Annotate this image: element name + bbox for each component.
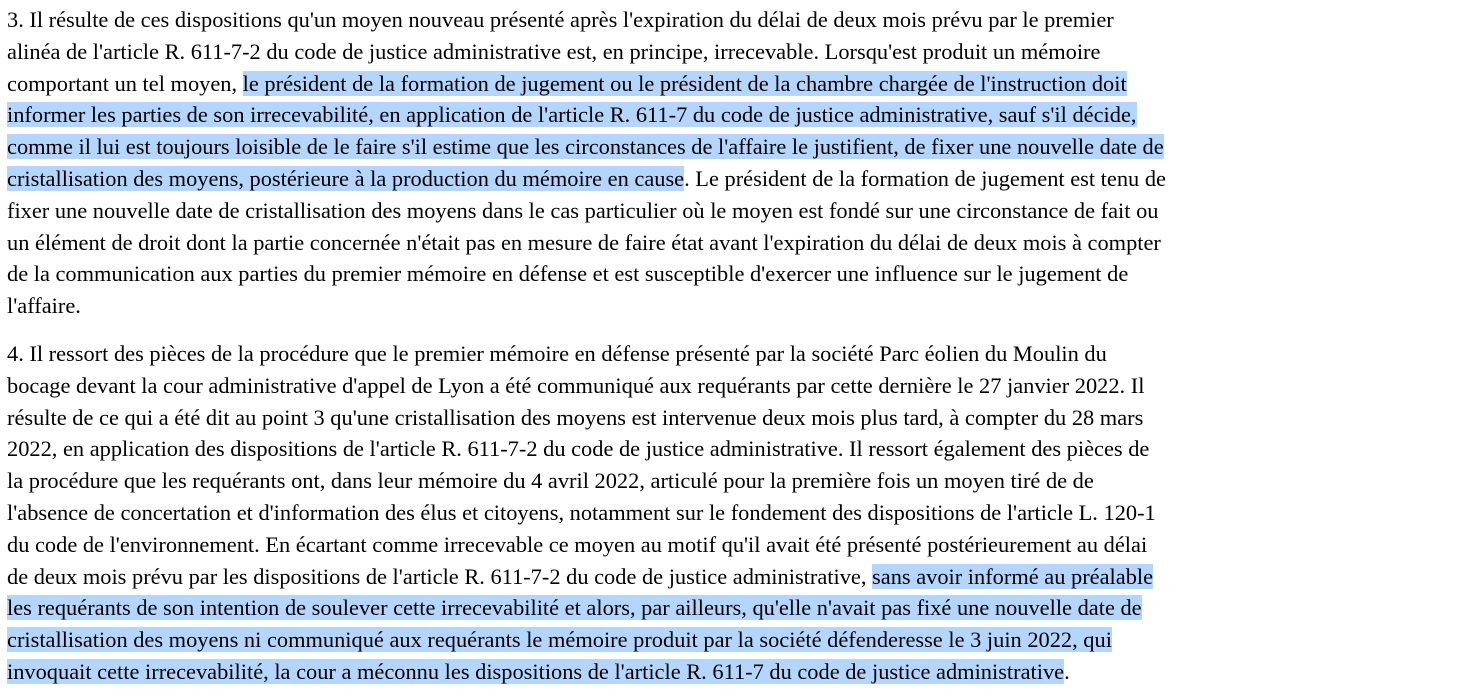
text-line (7, 497, 1465, 529)
body-text[interactable]: l'affaire. (7, 293, 81, 319)
body-text[interactable]: du code de l'environnement. En écartant comme irrecevable ce moyen au motif qu'il avait été présenté postérieurement au délai (7, 531, 1148, 557)
text-line (7, 163, 1465, 195)
text-line (7, 433, 1465, 465)
body-text[interactable]: 2022, en application des dispositions de l'article R. 611-7-2 du code de justice administrative. Il ressort également des pièces de (7, 436, 1150, 462)
text-line (7, 4, 1465, 36)
body-text[interactable]: un élément de droit dont la partie concernée n'était pas en mesure de faire état avant l'expiration du délai de deux mois à compter (7, 229, 1161, 255)
paragraph-3 (7, 4, 1465, 322)
body-text[interactable]: alinéa de l'article R. 611-7-2 du code de justice administrative est, en principe, irrecevable. Lorsqu'est produit un mémoire (7, 38, 1101, 64)
text-line (7, 195, 1465, 227)
body-text[interactable]: l'absence de concertation et d'information des élus et citoyens, notamment sur le fondement des dispositions de l'article L. 120-1 (7, 499, 1156, 525)
text-line (7, 370, 1465, 402)
body-text[interactable]: . Le président de la formation de jugement est tenu de (684, 165, 1166, 191)
text-line (7, 131, 1465, 163)
selected-text[interactable]: informer les parties de son irrecevabilité, en application de l'article R. 611-7 du code de justice administrative, sauf s'il décide, (7, 102, 1137, 128)
text-line (7, 338, 1465, 370)
body-text[interactable]: la procédure que les requérants ont, dans leur mémoire du 4 avril 2022, articulé pour la première fois un moyen tiré de de (7, 468, 1094, 494)
selected-text[interactable]: invoquait cette irrecevabilité, la cour a méconnu les dispositions de l'article R. 611-7 du code de justice administrative (7, 658, 1065, 684)
text-line (7, 258, 1465, 290)
selected-text[interactable]: cristallisation des moyens, postérieure à la production du mémoire en cause (7, 165, 685, 191)
text-line (7, 561, 1465, 593)
body-text[interactable]: 4. Il ressort des pièces de la procédure que le premier mémoire en défense présenté par la société Parc éolien du Moulin du (7, 340, 1107, 366)
body-text[interactable]: de deux mois prévu par les dispositions de l'article R. 611-7-2 du code de justice administrative, (7, 563, 873, 589)
text-line (7, 656, 1465, 688)
legal-document-text (7, 4, 1465, 688)
body-text[interactable]: bocage devant la cour administrative d'appel de Lyon a été communiqué aux requérants par cette dernière le 27 janvier 2022. Il (7, 372, 1145, 398)
text-line (7, 529, 1465, 561)
selected-text[interactable]: le président de la formation de jugement ou le président de la chambre chargée de l'instruction doit (242, 70, 1127, 96)
text-line (7, 36, 1465, 68)
text-line (7, 465, 1465, 497)
text-line (7, 68, 1465, 100)
selected-text[interactable]: sans avoir informé au préalable (872, 563, 1154, 589)
selected-text[interactable]: comme il lui est toujours loisible de le faire s'il estime que les circonstances de l'affaire le justifient, de fixer une nouvelle date de (7, 134, 1164, 160)
text-line (7, 227, 1465, 259)
body-text[interactable]: résulte de ce qui a été dit au point 3 qu'une cristallisation des moyens est intervenue deux mois plus tard, à compter du 28 mars (7, 404, 1144, 430)
selected-text[interactable]: les requérants de son intention de soulever cette irrecevabilité et alors, par ailleurs, qu'elle n'avait pas fixé une nouvelle date de (7, 595, 1142, 621)
paragraph-4 (7, 338, 1465, 688)
text-line (7, 290, 1465, 322)
text-line (7, 402, 1465, 434)
body-text[interactable]: . (1064, 658, 1070, 684)
body-text[interactable]: fixer une nouvelle date de cristallisation des moyens dans le cas particulier où le moyen est fondé sur une circonstance de fait ou (7, 197, 1159, 223)
body-text[interactable]: comportant un tel moyen, (7, 70, 243, 96)
body-text[interactable]: de la communication aux parties du premier mémoire en défense et est susceptible d'exercer une influence sur le jugement de (7, 261, 1129, 287)
body-text[interactable]: 3. Il résulte de ces dispositions qu'un moyen nouveau présenté après l'expiration du délai de deux mois prévu par le premier (7, 7, 1114, 32)
text-line (7, 624, 1465, 656)
selected-text[interactable]: cristallisation des moyens ni communiqué aux requérants le mémoire produit par la société défenderesse le 3 juin 2022, qui (7, 627, 1112, 653)
text-line (7, 592, 1465, 624)
text-line (7, 99, 1465, 131)
